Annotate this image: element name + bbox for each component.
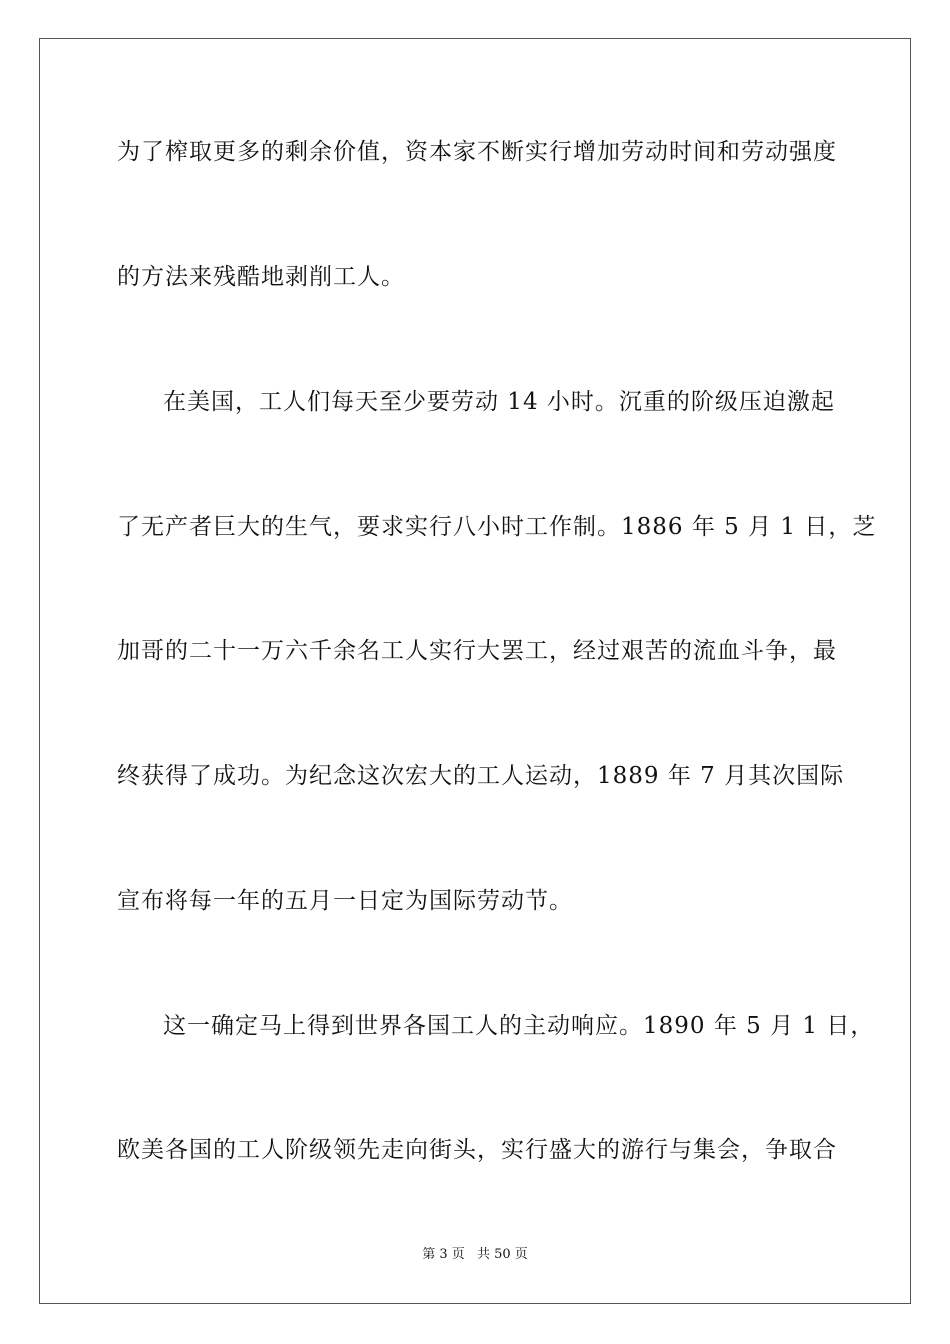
body-line-7: 宣布将每一年的五月一日定为国际劳动节。: [117, 888, 573, 914]
page-number: 第 3 页: [422, 1247, 465, 1262]
body-line-9: 欧美各国的工人阶级领先走向街头，实行盛大的游行与集会，争取合: [117, 1137, 837, 1163]
body-line-2: 的方法来残酷地剥削工人。: [117, 264, 405, 290]
body-line-8: 这一确定马上得到世界各国工人的主动响应。1890 年 5 月 1 日，: [163, 1013, 875, 1039]
body-line-3: 在美国，工人们每天至少要劳动 14 小时。沉重的阶级压迫激起: [163, 389, 835, 415]
page-total: 共 50 页: [476, 1247, 528, 1262]
body-line-1: 为了榨取更多的剩余价值，资本家不断实行增加劳动时间和劳动强度: [117, 139, 837, 165]
page-footer: [0, 1246, 950, 1264]
body-line-6: 终获得了成功。为纪念这次宏大的工人运动，1889 年 7 月其次国际: [117, 763, 845, 789]
body-line-5: 加哥的二十一万六千余名工人实行大罢工，经过艰苦的流血斗争，最: [117, 638, 837, 664]
body-line-4: 了无产者巨大的生气，要求实行八小时工作制。1886 年 5 月 1 日，芝: [117, 514, 877, 540]
page-border: [39, 38, 911, 1304]
